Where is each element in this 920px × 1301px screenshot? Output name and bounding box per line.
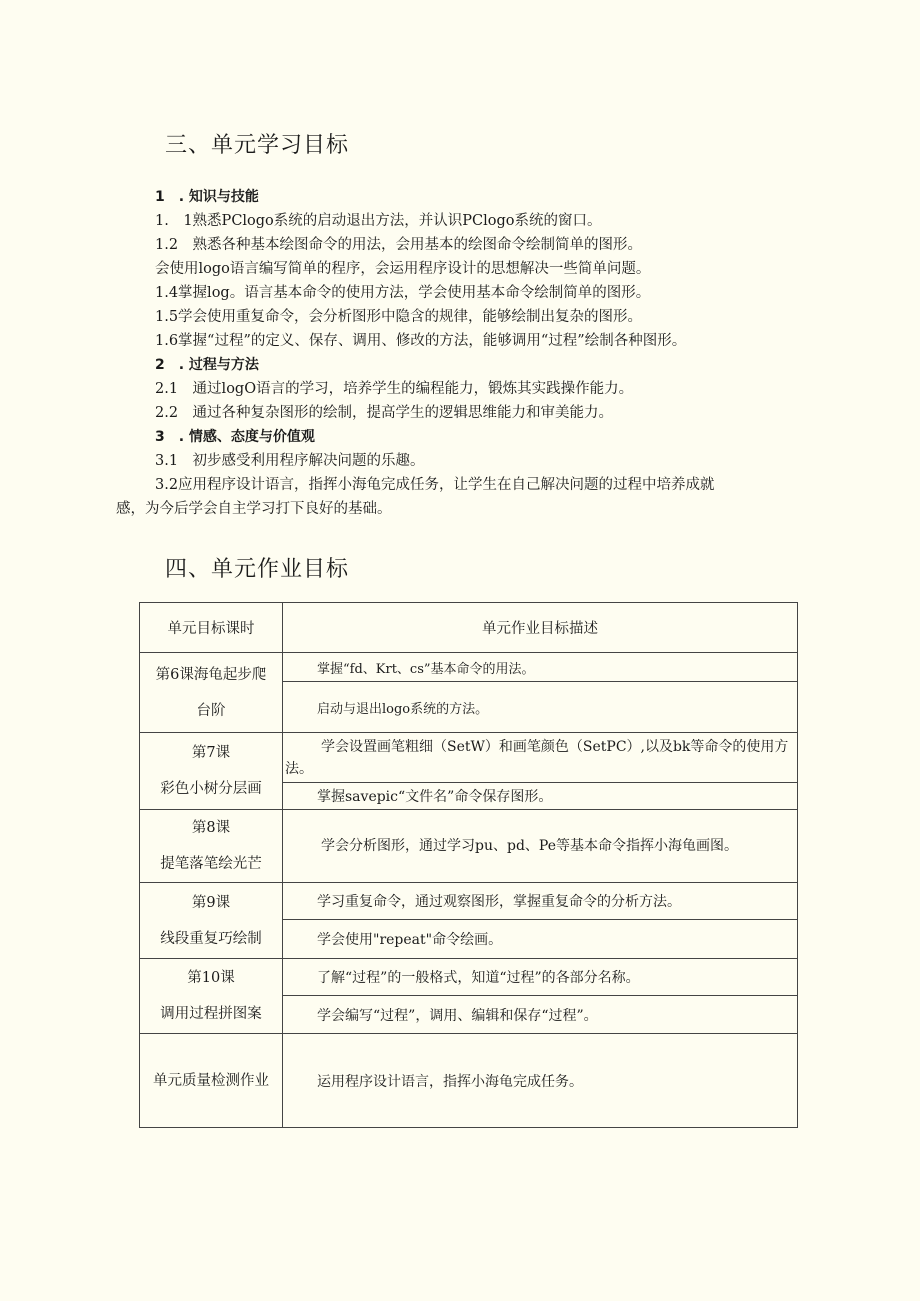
goal-line: 感，为今后学会自主学习打下良好的基础。 (116, 501, 392, 517)
lesson-title: 第8课 (191, 820, 231, 836)
quality-check-cell: 单元质量检测作业 (140, 1034, 283, 1128)
goal-description: 了解“过程”的一般格式，知道“过程”的各部分名称。 (283, 959, 798, 996)
table-row (140, 733, 798, 783)
goal-line: 1.2 熟悉各种基本绘图命令的用法，会用基本的绘图命令绘制简单的图形。 (155, 237, 643, 253)
goal-description: 学会分析图形，通过学习pu、pd、Pe等基本命令指挥小海龟画图。 (283, 810, 798, 883)
lesson-subtitle: 台阶 (196, 702, 226, 719)
goal-line: 会使用logo语言编写简单的程序，会运用程序设计的思想解决一些简单问题。 (155, 261, 651, 277)
table-row (140, 883, 798, 920)
section-heading-unit-learning-goals: 三、单元学习目标 (165, 133, 350, 158)
goal-description: 运用程序设计语言，指挥小海龟完成任务。 (283, 1034, 798, 1128)
lesson-9-cell (140, 883, 283, 959)
goal-line: 1.4掌握log。语言基本命令的使用方法，学会使用基本命令绘制简单的图形。 (155, 285, 651, 301)
goal-line: 2.2 通过各种复杂图形的绘制，提高学生的逻辑思维能力和审美能力。 (155, 405, 614, 421)
goal-description: 学会设置画笔粗细（SetW）和画笔颜色（SetPC）,以及bk等命令的使用方法。 (283, 733, 798, 783)
goal-description: 掌握savepic“文件名”命令保存图形。 (283, 783, 798, 810)
goal-line: 1. 1熟悉PClogo系统的启动退出方法，并认识PClogo系统的窗口。 (155, 213, 602, 229)
lesson-8-cell (140, 810, 283, 883)
subheading-process-methods: 2 . 过程与方法 (155, 357, 259, 373)
table-row (140, 810, 798, 883)
goal-description: 启动与退出logo系统的方法。 (283, 682, 798, 733)
goal-line: 3.1 初步感受利用程序解决问题的乐趣。 (155, 453, 425, 469)
lesson-6-cell (140, 653, 283, 733)
lesson-title: 第9课 (191, 894, 231, 911)
goal-line: 2.1 通过logO语言的学习，培养学生的编程能力，锻炼其实践操作能力。 (155, 381, 634, 397)
goal-description: 学会使用"repeat"命令绘画。 (283, 920, 798, 959)
goal-line: 1.6掌握“过程”的定义、保存、调用、修改的方法，能够调用“过程”绘制各种图形。 (155, 333, 687, 349)
table-row (140, 959, 798, 996)
table-header-row (140, 603, 798, 653)
table-row (140, 1034, 798, 1128)
lesson-title: 第6课海龟起步爬 (155, 666, 267, 683)
header-description: 单元作业目标描述 (283, 603, 798, 653)
goal-description: 学习重复命令，通过观察图形，掌握重复命令的分析方法。 (283, 883, 798, 920)
lesson-title: 第7课 (191, 745, 231, 761)
lesson-subtitle: 提笔落笔绘光芒 (160, 856, 262, 872)
lesson-7-cell (140, 733, 283, 810)
goal-line: 3.2应用程序设计语言，指挥小海龟完成任务，让学生在自己解决问题的过程中培养成就 (155, 477, 715, 493)
goal-line: 1.5学会使用重复命令，会分析图形中隐含的规律，能够绘制出复杂的图形。 (155, 309, 643, 325)
lesson-title: 第10课 (187, 970, 235, 986)
goal-description: 掌握“fd、Krt、cs”基本命令的用法。 (283, 653, 798, 682)
subheading-emotion-values: 3 . 情感、态度与价值观 (155, 429, 315, 445)
subheading-knowledge-skills: 1 . 知识与技能 (155, 189, 259, 205)
homework-goals-table (139, 602, 798, 1128)
table-row (140, 653, 798, 682)
lesson-subtitle: 线段重复巧绘制 (160, 930, 262, 947)
header-lesson: 单元目标课时 (140, 603, 283, 653)
section-heading-unit-homework-goals: 四、单元作业目标 (165, 557, 350, 582)
lesson-subtitle: 调用过程拼图案 (160, 1006, 262, 1022)
lesson-subtitle: 彩色小树分层画 (160, 781, 262, 797)
lesson-10-cell (140, 959, 283, 1034)
goal-description: 学会编写“过程”，调用、编辑和保存“过程”。 (283, 996, 798, 1034)
